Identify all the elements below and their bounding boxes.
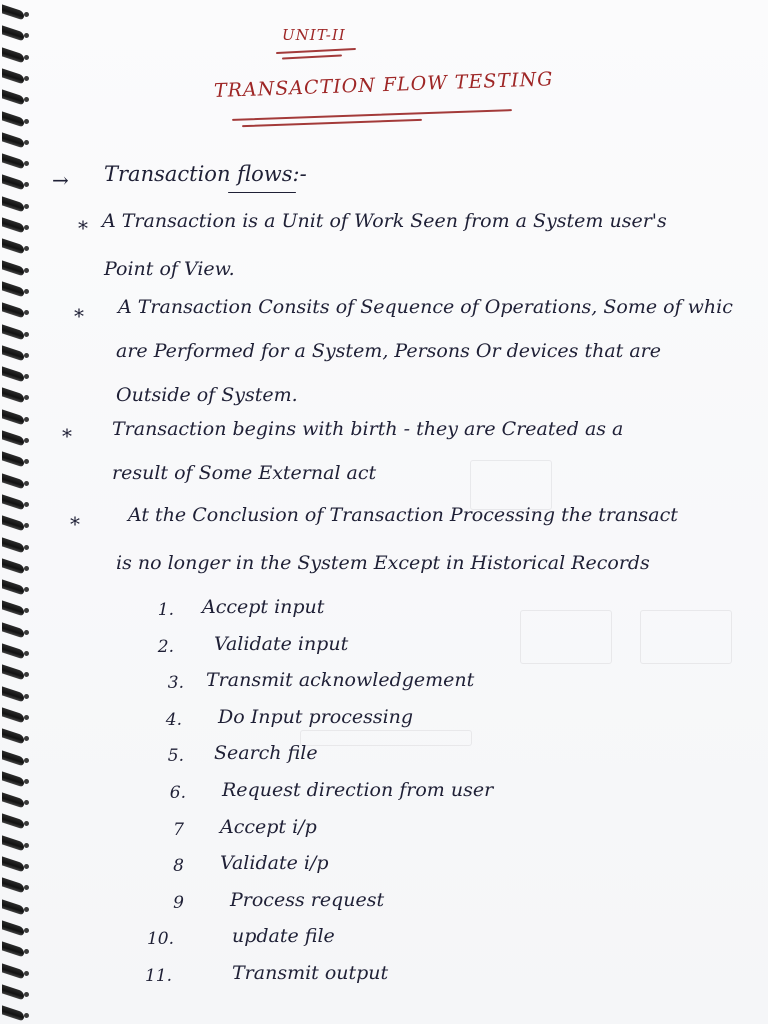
punch-hole [24,758,29,763]
step-number: 4. [165,709,182,730]
spiral-ring [2,324,24,340]
step-number: 2. [157,636,174,657]
punch-hole [24,630,29,635]
punch-hole [24,76,29,81]
spiral-ring [2,494,24,510]
step-text: Accept i/p [220,815,317,838]
punch-hole [24,140,29,145]
step-text: Request direction from user [222,779,494,801]
spiral-ring [2,793,24,809]
punch-hole [24,502,29,507]
step-number: 7 [173,819,184,840]
bullet-marker: * [70,512,80,536]
spiral-ring [2,878,24,894]
step-text: Do Input processing [218,705,414,728]
punch-hole [24,736,29,741]
punch-hole [24,651,29,656]
spiral-ring [2,303,24,319]
point-line: A Transaction is a Unit of Work Seen from a System user's [102,210,667,232]
spiral-ring [2,942,24,958]
point-line: A Transaction Consits of Sequence of Operations, Some of whic [118,296,733,318]
punch-hole [24,289,29,294]
point-line: At the Conclusion of Transaction Processing the transact [128,504,678,526]
punch-hole [24,821,29,826]
spiral-ring [2,984,24,1000]
punch-hole [24,268,29,273]
spiral-ring [2,90,24,106]
punch-hole [24,843,29,848]
punch-hole [24,204,29,209]
spiral-ring [2,729,24,745]
spiral-ring [2,537,24,553]
spiral-ring [2,4,24,20]
punch-hole [24,587,29,592]
spiral-ring [2,281,24,297]
spiral-ring [2,835,24,851]
step-text: Validate input [214,632,349,655]
point-line: Point of View. [104,258,235,280]
show-through-box [640,610,732,664]
unit-label: UNIT-II [282,26,346,44]
punch-hole [24,119,29,124]
bullet-marker: * [78,216,88,240]
step-number: 1. [157,600,174,620]
punch-hole [24,438,29,443]
spiral-binding [0,0,28,1024]
step-number: 11. [144,966,172,986]
punch-hole [24,1013,29,1018]
step-number: 3. [167,673,184,694]
section-heading: Transaction flows:- [104,162,307,186]
spiral-ring [2,217,24,233]
punch-hole [24,907,29,912]
step-text: Search file [214,742,318,765]
spiral-ring [2,430,24,446]
bullet-marker: * [74,304,84,328]
spiral-ring [2,154,24,170]
step-number: 5. [167,746,184,767]
spiral-ring [2,814,24,830]
punch-hole [24,864,29,869]
underline [228,192,296,193]
step-number: 10. [146,929,174,950]
spiral-ring [2,963,24,979]
spiral-ring [2,856,24,872]
spiral-ring [2,1006,24,1022]
spiral-ring [2,132,24,148]
punch-hole [24,992,29,997]
punch-hole [24,885,29,890]
spiral-ring [2,580,24,596]
step-number: 6. [169,783,186,803]
punch-hole [24,459,29,464]
spiral-ring [2,175,24,191]
show-through-box [470,460,552,510]
spiral-ring [2,239,24,255]
spiral-ring [2,452,24,468]
point-line: are Performed for a System, Persons Or devices that are [116,340,661,362]
spiral-ring [2,771,24,787]
punch-hole [24,949,29,954]
spiral-ring [2,345,24,361]
point-line: Outside of System. [116,384,298,406]
spiral-ring [2,68,24,84]
punch-hole [24,672,29,677]
step-text: update file [232,925,335,948]
spiral-ring [2,601,24,617]
spiral-ring [2,388,24,404]
point-line: Transaction begins with birth - they are Created as a [112,418,624,440]
step-number: 9 [173,892,184,913]
spiral-ring [2,920,24,936]
spiral-ring [2,367,24,383]
punch-hole [24,928,29,933]
spiral-ring [2,516,24,532]
bullet-marker: * [62,424,72,448]
punch-hole [24,545,29,550]
punch-hole [24,225,29,230]
show-through-box [520,610,612,664]
punch-hole [24,310,29,315]
step-text: Validate i/p [220,852,329,875]
punch-hole [24,800,29,805]
underline [232,109,512,121]
spiral-ring [2,665,24,681]
underline [242,119,422,127]
spiral-ring [2,26,24,42]
punch-hole [24,779,29,784]
arrow-icon: → [52,168,69,192]
punch-hole [24,33,29,38]
spiral-ring [2,111,24,127]
page-title: TRANSACTION FLOW TESTING [213,68,554,102]
punch-hole [24,481,29,486]
punch-hole [24,971,29,976]
step-text: Accept input [202,596,325,618]
spiral-ring [2,686,24,702]
step-number: 8 [173,856,184,877]
spiral-ring [2,260,24,276]
punch-hole [24,182,29,187]
punch-hole [24,608,29,613]
punch-hole [24,715,29,720]
point-line: result of Some External act [112,462,377,484]
step-text: Transmit acknowledgement [206,669,475,692]
punch-hole [24,694,29,699]
underline [276,48,356,54]
spiral-ring [2,899,24,915]
punch-hole [24,353,29,358]
spiral-ring [2,622,24,638]
punch-hole [24,523,29,528]
spiral-ring [2,750,24,766]
punch-hole [24,55,29,60]
underline [282,54,342,59]
spiral-ring [2,47,24,63]
step-text: Process request [230,888,385,911]
spiral-ring [2,558,24,574]
spiral-ring [2,409,24,425]
punch-hole [24,332,29,337]
punch-hole [24,417,29,422]
spiral-ring [2,473,24,489]
step-text: Transmit output [232,962,389,984]
punch-hole [24,395,29,400]
punch-hole [24,12,29,17]
spiral-ring [2,707,24,723]
point-line: is no longer in the System Except in Historical Records [116,552,650,574]
punch-hole [24,97,29,102]
punch-hole [24,246,29,251]
spiral-ring [2,643,24,659]
spiral-ring [2,196,24,212]
punch-hole [24,374,29,379]
punch-hole [24,566,29,571]
punch-hole [24,161,29,166]
show-through-box [300,730,472,746]
